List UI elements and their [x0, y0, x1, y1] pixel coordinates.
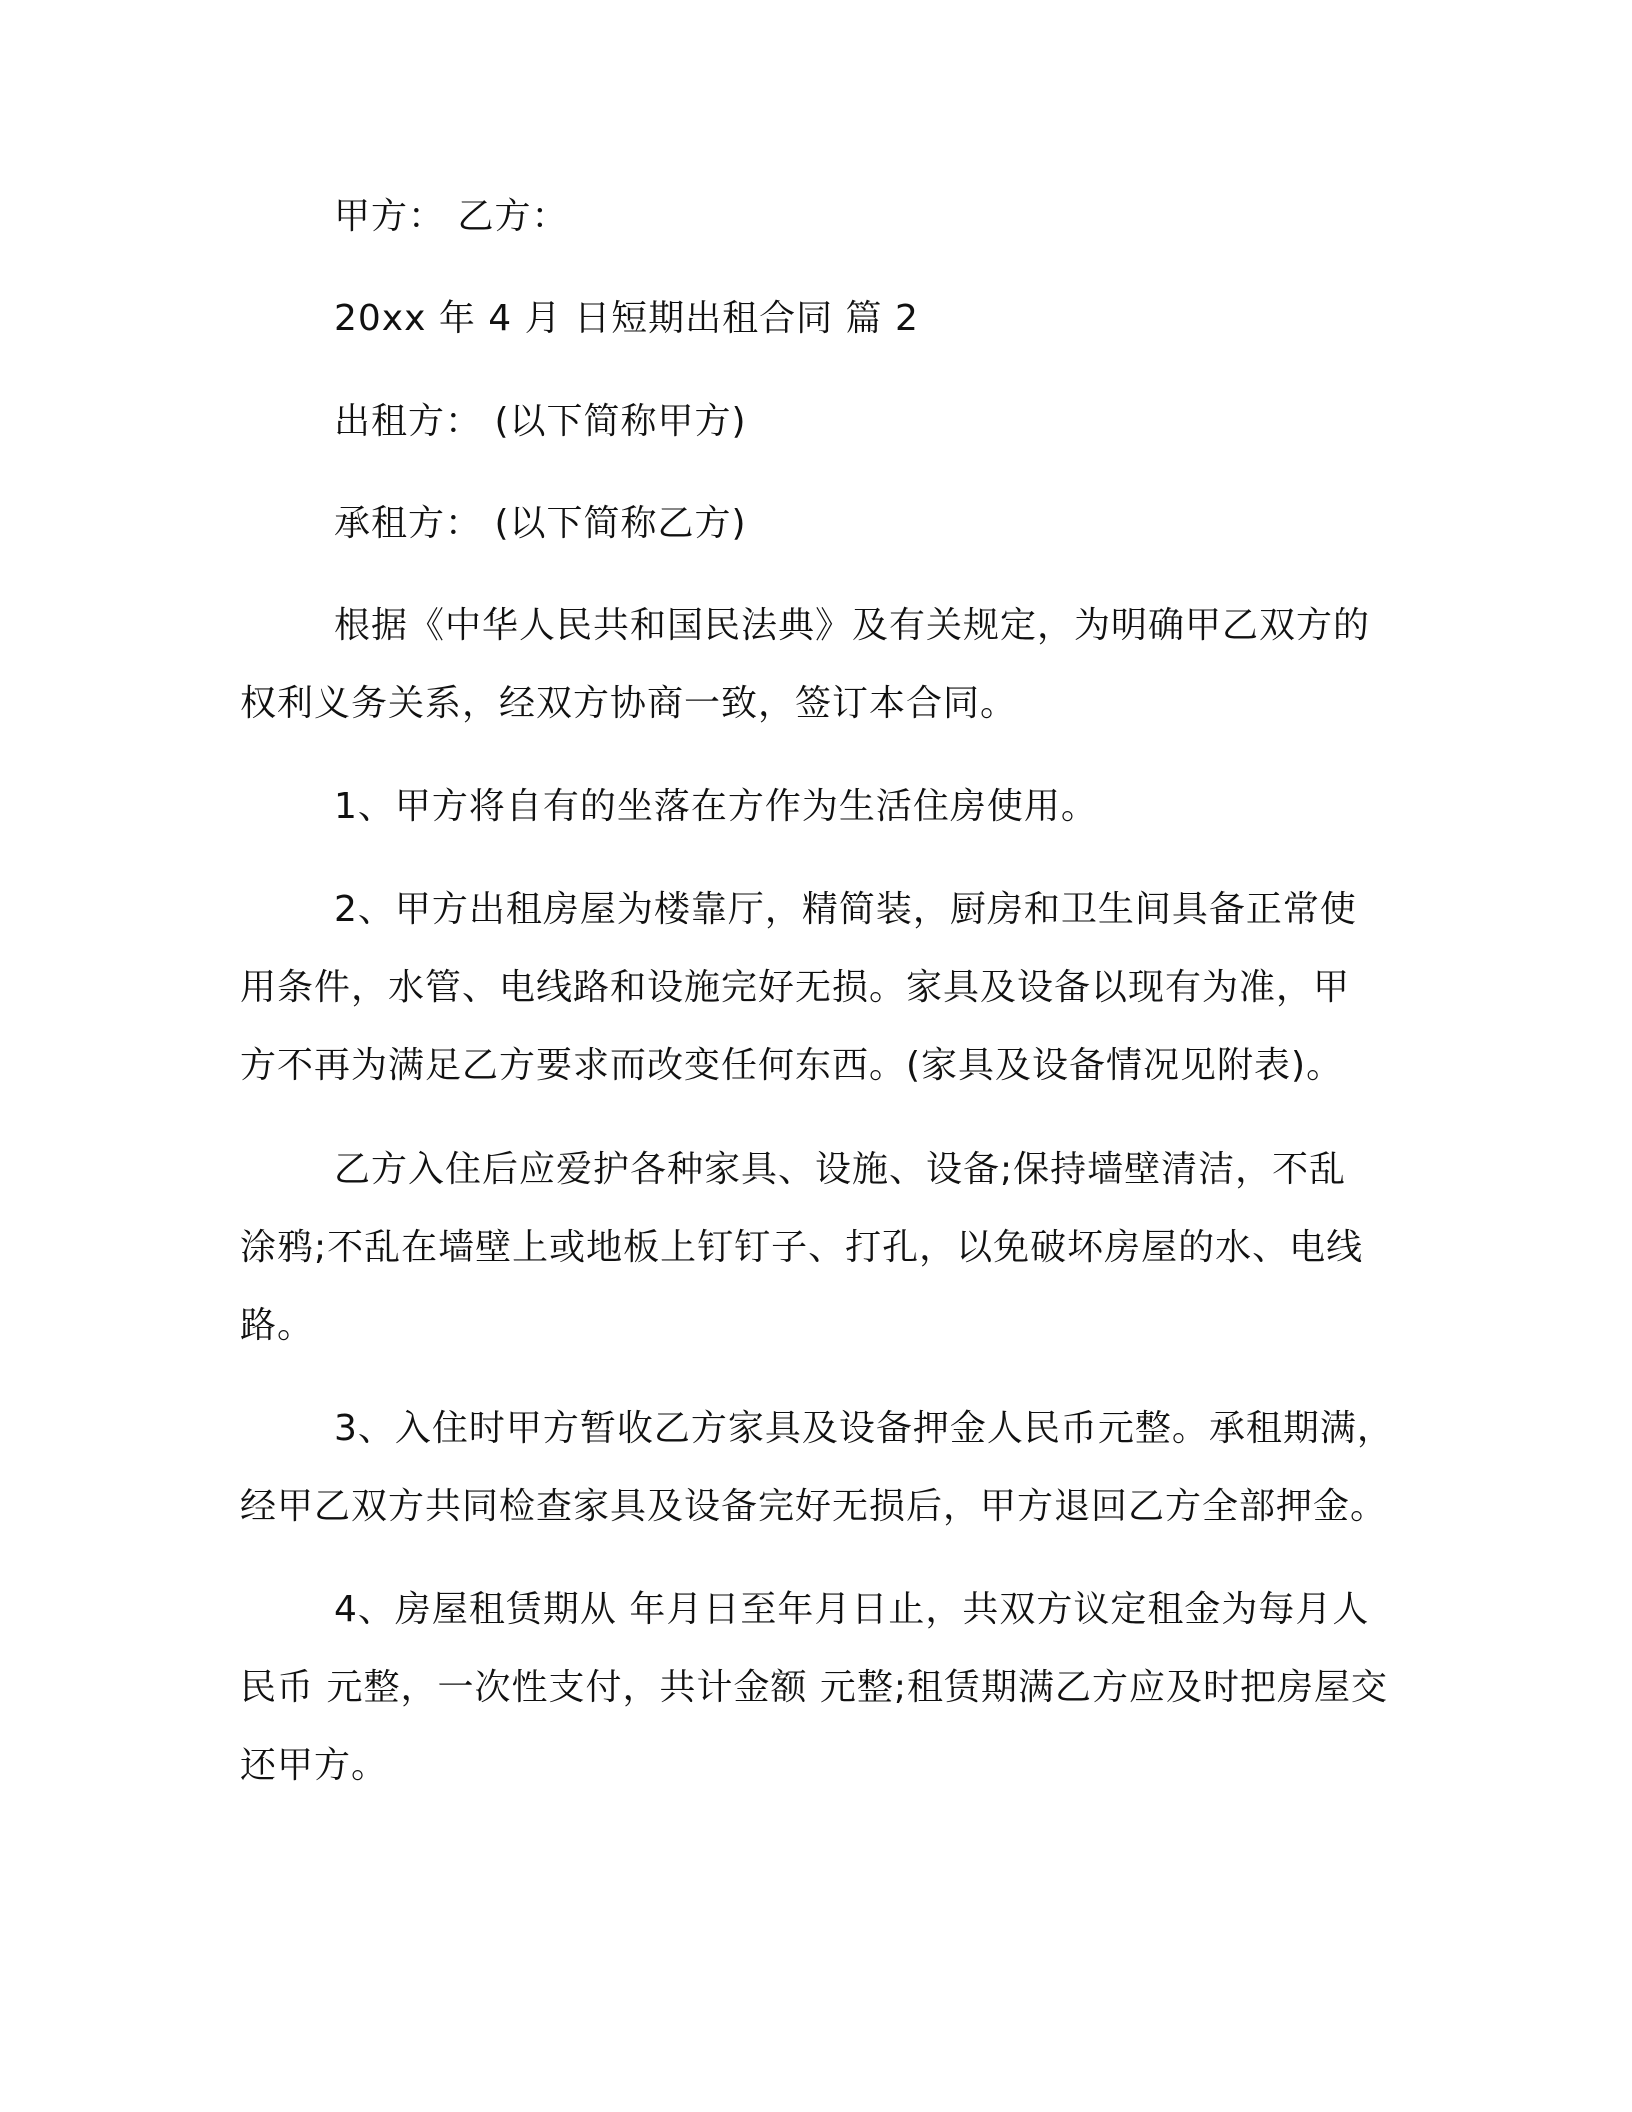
clause-1-line: 1、甲方将自有的坐落在方作为生活住房使用。 — [334, 786, 1098, 827]
clause-4-line-2: 民币 元整，一次性支付，共计金额 元整;租赁期满乙方应及时把房屋交 — [240, 1667, 1389, 1708]
party-signature-line: 甲方： 乙方： — [334, 196, 569, 237]
clause-2-line-2: 用条件，水管、电线路和设施完好无损。家具及设备以现有为准，甲 — [240, 967, 1351, 1008]
clause-3-line-1: 3、入住时甲方暂收乙方家具及设备押金人民币元整。承租期满， — [334, 1408, 1394, 1449]
clause-4-line-3: 还甲方。 — [240, 1745, 389, 1786]
care-clause-line-1: 乙方入住后应爱护各种家具、设施、设备;保持墙壁清洁，不乱 — [334, 1149, 1347, 1190]
care-clause-line-3: 路。 — [240, 1305, 315, 1346]
care-clause-line-2: 涂鸦;不乱在墙壁上或地板上钉钉子、打孔，以免破坏房屋的水、电线 — [240, 1227, 1364, 1268]
clause-2-line-1: 2、甲方出租房屋为楼靠厅，精简装，厨房和卫生间具备正常使 — [334, 889, 1357, 930]
preamble-line-1: 根据《中华人民共和国民法典》及有关规定，为明确甲乙双方的 — [334, 605, 1371, 646]
clause-3-line-2: 经甲乙双方共同检查家具及设备完好无损后，甲方退回乙方全部押金。 — [240, 1486, 1388, 1527]
lessee-line: 承租方： (以下简称乙方) — [334, 503, 747, 544]
preamble-line-2: 权利义务关系，经双方协商一致，签订本合同。 — [240, 683, 1018, 724]
clause-4-line-1: 4、房屋租赁期从 年月日至年月日止，共双方议定租金为每月人 — [334, 1589, 1370, 1630]
clause-2-line-3: 方不再为满足乙方要求而改变任何东西。(家具及设备情况见附表)。 — [240, 1045, 1344, 1086]
lessor-line: 出租方： (以下简称甲方) — [334, 401, 747, 442]
contract-title-line: 20xx 年 4 月 日短期出租合同 篇 2 — [334, 298, 919, 339]
